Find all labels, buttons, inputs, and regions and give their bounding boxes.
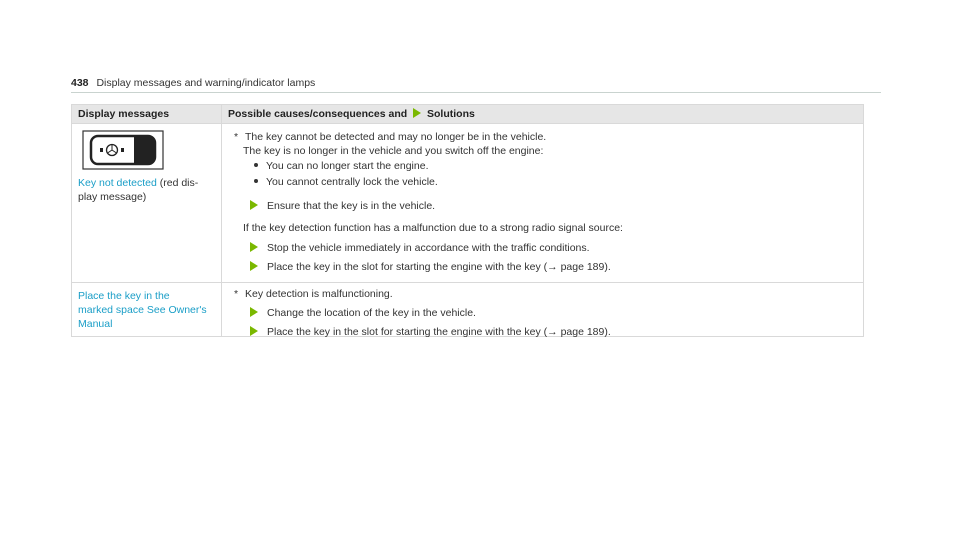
action-arrow-icon	[250, 307, 258, 317]
table-row	[72, 123, 863, 282]
bullet-icon	[254, 163, 258, 167]
header-divider	[71, 92, 881, 93]
message-suffix: (red dis-	[156, 177, 199, 189]
action-arrow-icon	[250, 242, 258, 252]
bullet-icon	[254, 179, 258, 183]
malfunction-text: If the key detection function has a malfunction due to a strong radio signal source:	[243, 222, 623, 234]
switch-off-text: The key is no longer in the vehicle and you switch off the engine:	[243, 145, 544, 157]
causes-cell	[222, 124, 863, 282]
message-place-key-link-1[interactable]: Place the key in the	[78, 290, 170, 302]
col-header-causes: Possible causes/consequences and	[228, 108, 408, 120]
col-header-causes-solutions	[222, 105, 863, 123]
message-cell	[72, 283, 222, 336]
list-item: You cannot centrally lock the vehicle.	[228, 175, 857, 189]
table-row	[72, 282, 863, 336]
action-arrow-icon	[250, 326, 258, 336]
action-step: Stop the vehicle immediately in accordance with the traffic conditions.	[228, 241, 857, 255]
action-arrow-icon	[250, 200, 258, 210]
page-number: 438	[71, 77, 89, 89]
cause-star: *	[234, 288, 239, 300]
message-suffix-line-2: play message)	[78, 191, 147, 203]
action-step: Change the location of the key in the vehicle.	[228, 306, 857, 320]
cause-text: Key detection is malfunctioning.	[245, 288, 393, 300]
list-item: You can no longer start the engine.	[228, 159, 857, 173]
action-step: Place the key in the slot for starting the engine with the key (→ page 189).	[228, 325, 857, 339]
message-cell	[72, 124, 222, 282]
col-header-display-messages: Display messages	[72, 105, 222, 123]
key-fob-icon	[82, 130, 164, 170]
display-messages-table	[71, 104, 864, 337]
table-header-row	[72, 105, 863, 123]
message-place-key-link-3[interactable]: Manual	[78, 318, 113, 330]
action-arrow-icon	[250, 261, 258, 271]
action-step: Place the key in the slot for starting the engine with the key (→ page 189).	[228, 260, 857, 274]
col-header-solutions: Solutions	[427, 108, 475, 120]
message-place-key-link-2[interactable]: marked space See Owner's	[78, 304, 207, 316]
causes-cell	[222, 283, 863, 336]
cause-star: *	[234, 131, 239, 143]
cause-text: The key cannot be detected and may no longer be in the vehicle.	[245, 131, 547, 143]
page-header-title: Display messages and warning/indicator lamps	[96, 77, 316, 89]
message-key-not-detected-link[interactable]: Key not detected	[78, 177, 157, 189]
page-header	[71, 77, 315, 89]
action-step: Ensure that the key is in the vehicle.	[228, 199, 857, 213]
solution-arrow-icon	[413, 108, 421, 118]
